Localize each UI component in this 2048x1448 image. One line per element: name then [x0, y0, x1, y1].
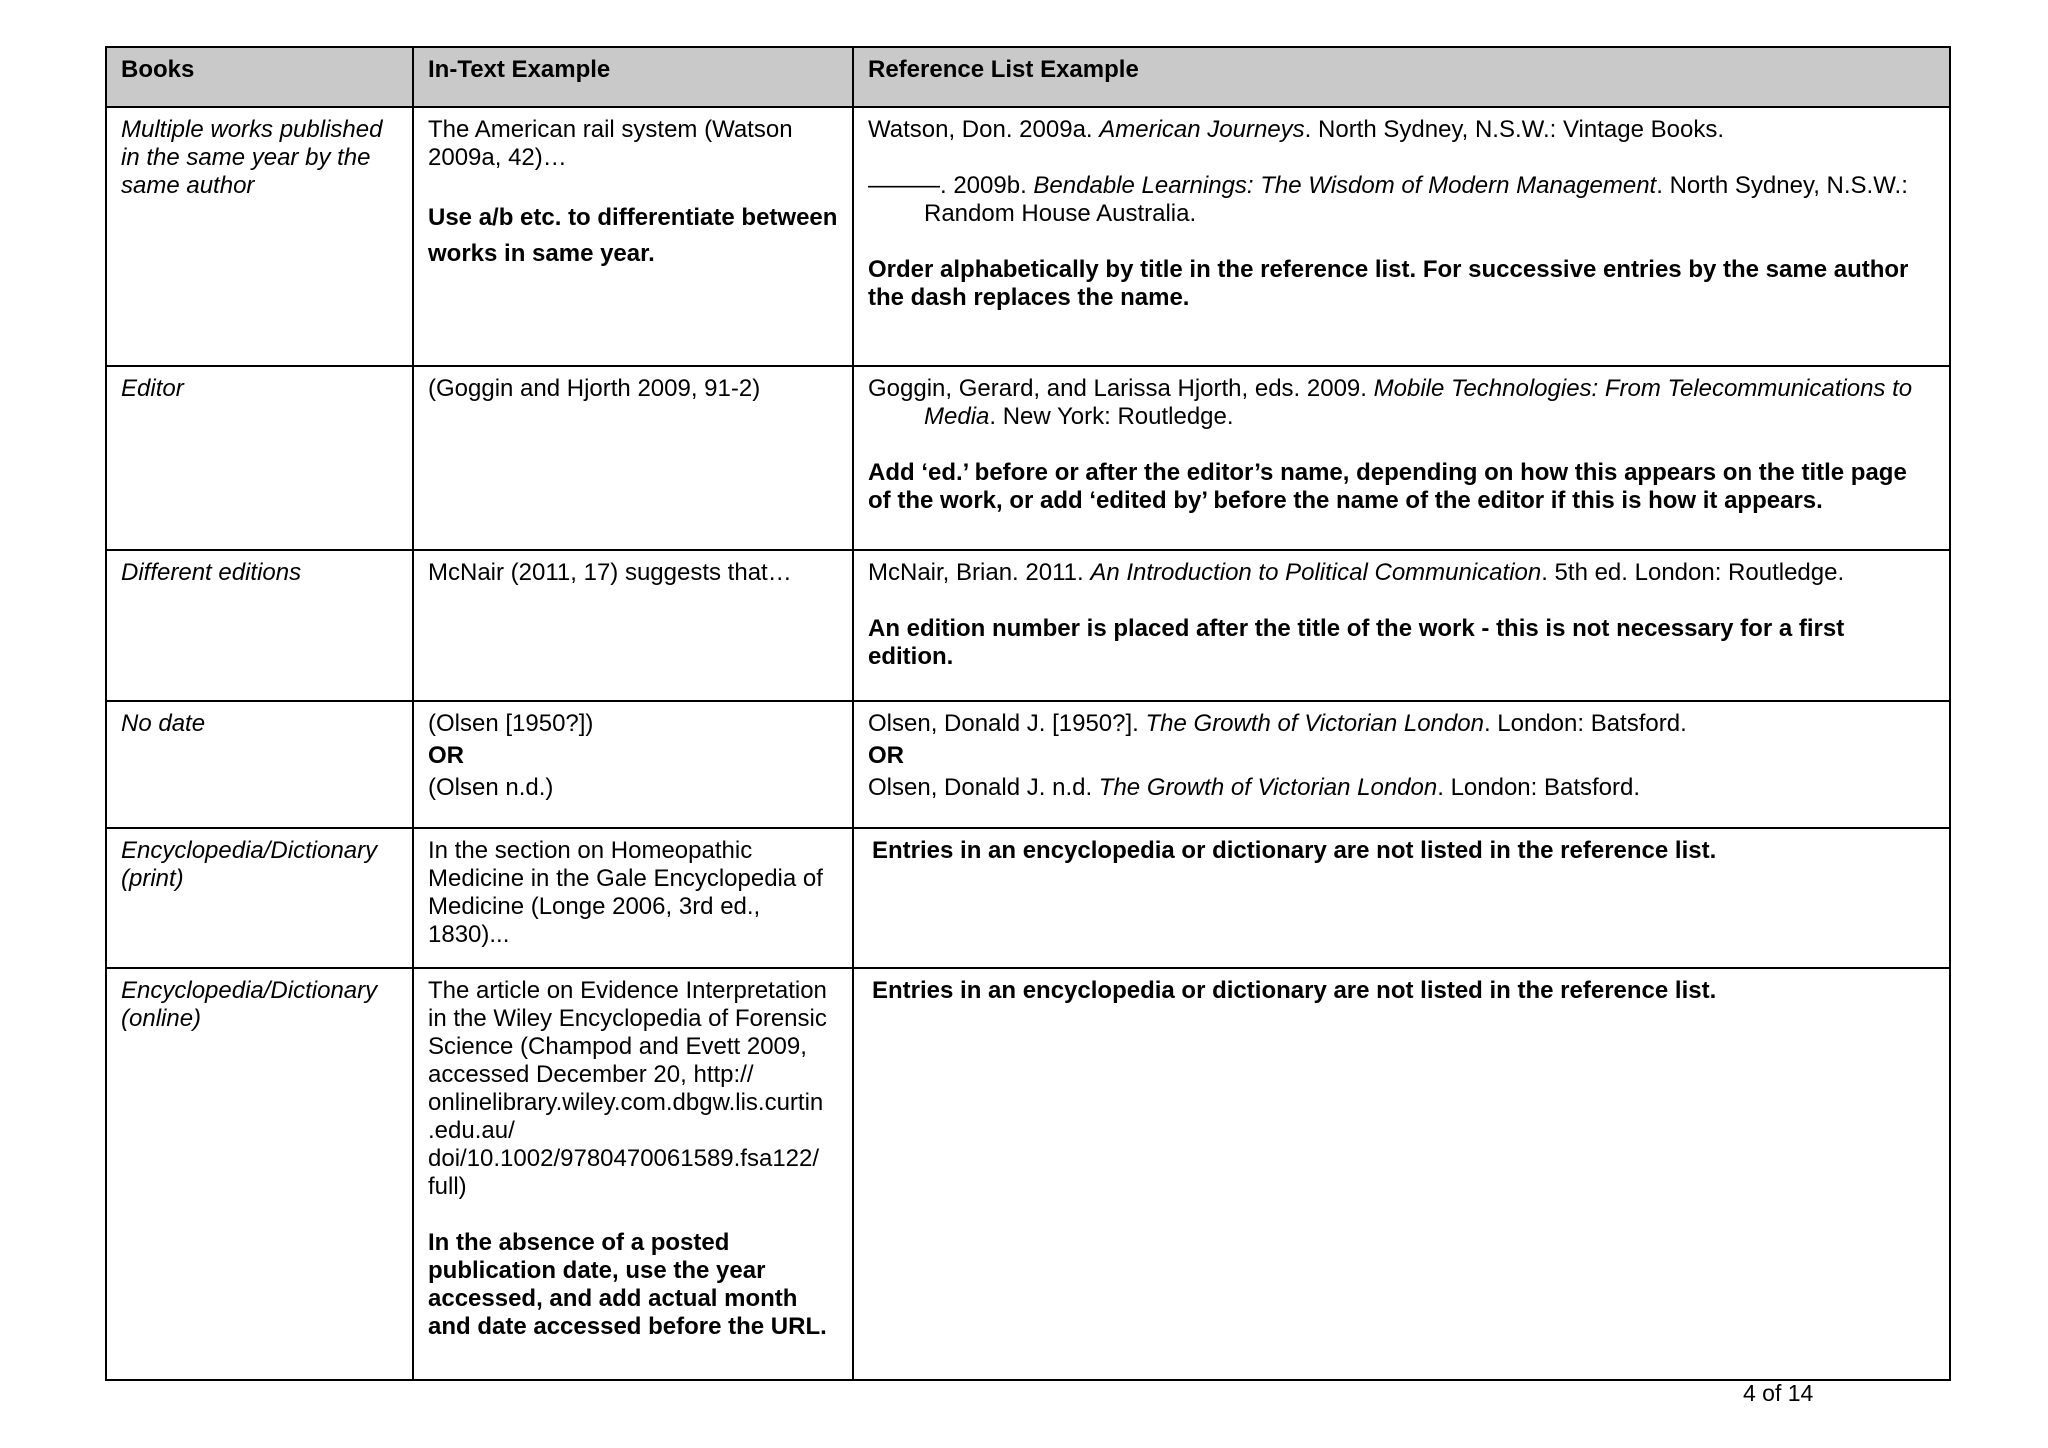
in-text-example: (Olsen n.d.): [428, 774, 554, 801]
header-row: [106, 47, 1950, 107]
in-text-cell: [413, 968, 853, 1380]
table-row: [106, 828, 1950, 968]
reference-note: An edition number is placed after the title of the work - this is not necessary for a first edition.: [868, 615, 1845, 670]
row-type-label: Encyclopedia/Dictionary (online): [121, 977, 378, 1032]
in-text-example: McNair (2011, 17) suggests that…: [428, 559, 792, 586]
or-label: OR: [868, 742, 904, 769]
reference-entry: Olsen, Donald J. n.d. The Growth of Victorian London. London: Batsford.: [868, 774, 1641, 801]
reference-entry: Goggin, Gerard, and Larissa Hjorth, eds. 2009. Mobile Technologies: From Telecommunications to Media. New York: Routledge.: [868, 375, 1913, 430]
reference-note: Order alphabetically by title in the reference list. For successive entries by the same author the dash replaces the name.: [868, 256, 1909, 311]
table-row: [106, 968, 1950, 1380]
header-reference-list-example: Reference List Example: [853, 47, 1950, 107]
reference-cell: [853, 366, 1950, 550]
reference-note: Entries in an encyclopedia or dictionary are not listed in the reference list.: [872, 977, 1717, 1004]
in-text-cell: [413, 550, 853, 701]
page-number: 4 of 14: [1743, 1380, 1814, 1406]
row-type: [106, 366, 413, 550]
row-type-label: Multiple works published in the same year by the same author: [121, 116, 383, 199]
table-row: [106, 701, 1950, 828]
reference-entry: Olsen, Donald J. [1950?]. The Growth of Victorian London. London: Batsford.: [868, 710, 1687, 737]
reference-entry: Watson, Don. 2009a. American Journeys. North Sydney, N.S.W.: Vintage Books.: [868, 116, 1724, 143]
in-text-example: The American rail system (Watson 2009a, 42)…: [428, 116, 793, 171]
in-text-cell: [413, 107, 853, 366]
row-type-label: Editor: [121, 375, 184, 402]
in-text-cell: [413, 828, 853, 968]
table-row: [106, 366, 1950, 550]
reference-entry: ———. 2009b. Bendable Learnings: The Wisdom of Modern Management. North Sydney, N.S.W.: Random House Australia.: [868, 172, 1908, 227]
reference-cell: [853, 968, 1950, 1380]
reference-cell: [853, 550, 1950, 701]
row-type: [106, 550, 413, 701]
row-type: [106, 828, 413, 968]
in-text-example: (Goggin and Hjorth 2009, 91-2): [428, 375, 761, 402]
row-type: [106, 701, 413, 828]
in-text-example: In the section on Homeopathic Medicine in the Gale Encyclopedia of Medicine (Longe 2006, 3rd ed., 1830)...: [428, 837, 823, 948]
row-type-label: No date: [121, 710, 206, 737]
table-row: [106, 550, 1950, 701]
row-type-label: Different editions: [121, 559, 302, 586]
row-type-label: Encyclopedia/Dictionary (print): [121, 837, 378, 892]
table-row: [106, 107, 1950, 366]
in-text-example: (Olsen [1950?]): [428, 710, 594, 737]
in-text-cell: [413, 701, 853, 828]
in-text-example: The article on Evidence Interpretation in the Wiley Encyclopedia of Forensic Science (Champod and Evett 2009, accessed December 20, http:// onlinelibrary.wiley.com.dbgw.lis.curtin .edu.au/ doi/10.1002/9780470061589.fsa122/ full): [428, 977, 827, 1200]
reference-entry: McNair, Brian. 2011. An Introduction to Political Communication. 5th ed. London: Routledge.: [868, 559, 1845, 586]
citation-table: [105, 46, 1951, 1381]
row-type: [106, 107, 413, 366]
header-books: Books: [106, 47, 413, 107]
in-text-note: Use a/b etc. to differentiate between works in same year.: [428, 204, 838, 267]
reference-cell: [853, 107, 1950, 366]
header-in-text-example: In-Text Example: [413, 47, 853, 107]
reference-cell: [853, 828, 1950, 968]
reference-note: Add ‘ed.’ before or after the editor’s name, depending on how this appears on the title page of the work, or add ‘edited by’ before the name of the editor if this is how it appears.: [868, 459, 1907, 514]
reference-note: Entries in an encyclopedia or dictionary are not listed in the reference list.: [872, 837, 1717, 864]
in-text-note: In the absence of a posted publication date, use the year accessed, and add actual month and date accessed before the URL.: [428, 1229, 827, 1340]
reference-cell: [853, 701, 1950, 828]
row-type: [106, 968, 413, 1380]
or-label: OR: [428, 742, 464, 769]
in-text-cell: [413, 366, 853, 550]
